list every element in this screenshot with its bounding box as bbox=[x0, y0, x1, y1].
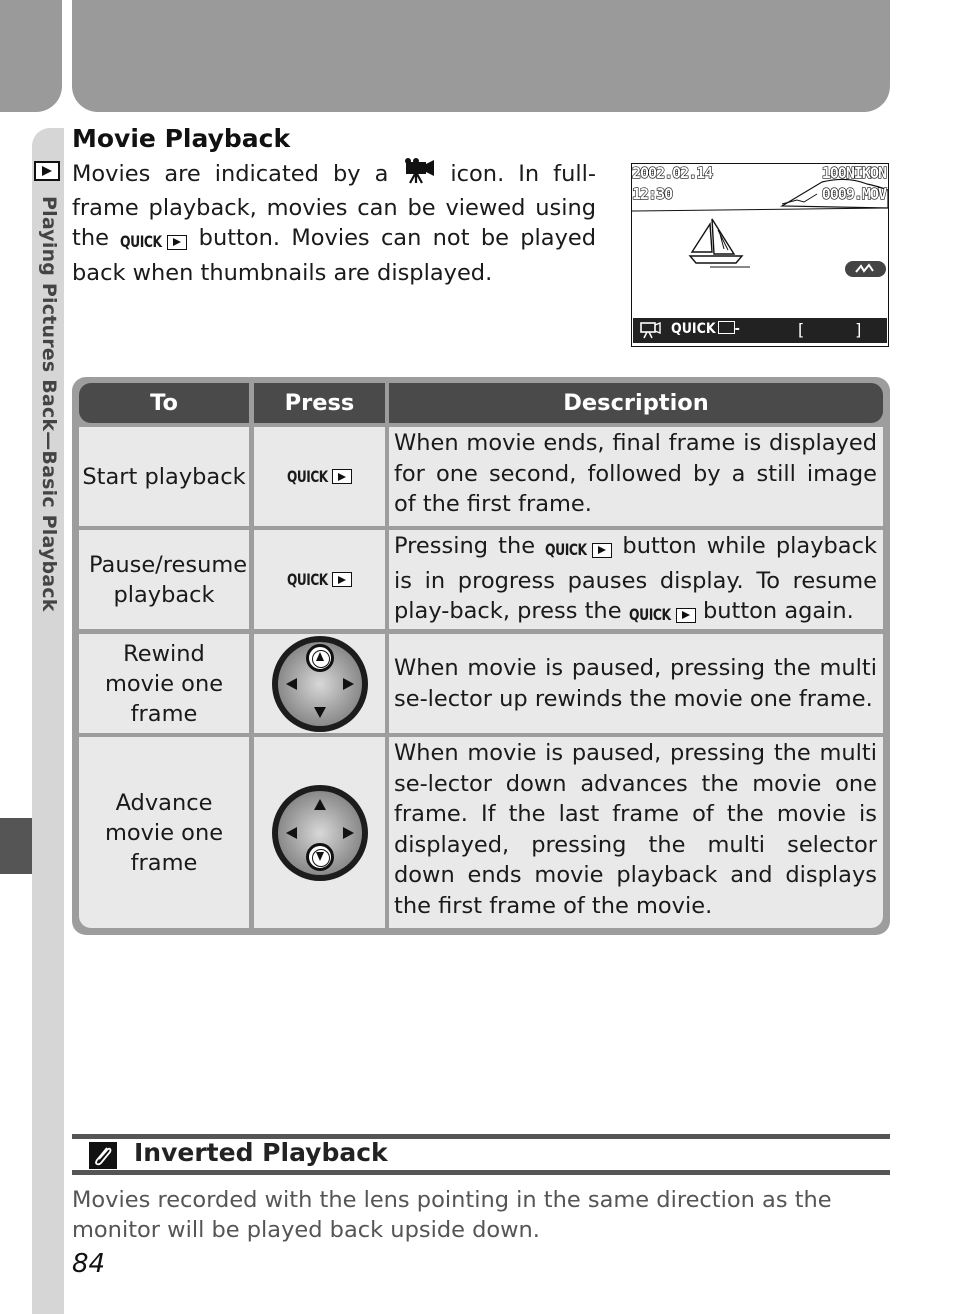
play-icon bbox=[332, 572, 352, 587]
monitor-status-bar bbox=[633, 318, 887, 343]
quick-label: QUICK bbox=[120, 232, 162, 251]
row-start-press bbox=[254, 427, 385, 526]
monitor-dash: - bbox=[734, 321, 740, 337]
note-title: Inverted Playback bbox=[134, 1138, 388, 1167]
playback-mode-icon bbox=[34, 161, 60, 181]
row-pause-desc-3: button again. bbox=[702, 598, 854, 624]
page-number: 84 bbox=[72, 1249, 106, 1279]
monitor-movie-icon bbox=[639, 321, 661, 339]
table-header-description: Description bbox=[389, 383, 883, 423]
monitor-quick-label: QUICK bbox=[671, 321, 716, 337]
row-advance-press bbox=[254, 737, 385, 928]
quick-label: QUICK bbox=[286, 570, 328, 589]
row-rewind-to bbox=[79, 634, 249, 733]
row-start-to bbox=[79, 427, 249, 526]
movie-camera-icon bbox=[402, 158, 436, 193]
side-thumb-marker bbox=[0, 818, 32, 874]
intro-text-3: button. Movies can not be played back when thumbnails are displayed. bbox=[72, 225, 597, 286]
quick-label: QUICK bbox=[286, 467, 328, 486]
play-icon bbox=[676, 608, 696, 623]
row-advance-label: Advance movie one frame bbox=[104, 789, 224, 876]
page-title: Movie Playback bbox=[72, 124, 291, 153]
monitor-folder: 100NIKON bbox=[821, 164, 886, 182]
monitor-date: 2002.02.14 bbox=[632, 164, 713, 182]
row-advance-description: When movie is paused, pressing the multi se-lector down advances the movie one frame. If the last frame of the movie is displayed, pressing the multi selector down ends movie playback and displays the first frame of the movie. bbox=[389, 737, 883, 928]
monitor-quick-indicator bbox=[671, 321, 740, 337]
row-rewind-label: Rewind movie one frame bbox=[104, 640, 224, 727]
top-left-tab bbox=[0, 0, 62, 112]
row-advance-to bbox=[79, 737, 249, 928]
row-rewind-description bbox=[389, 634, 883, 733]
play-icon bbox=[592, 543, 612, 558]
intro-text-2: icon. In full-frame playback, movies can be viewed using the bbox=[72, 161, 596, 251]
table-header-press: Press bbox=[254, 383, 385, 423]
quick-play-button-glyph bbox=[287, 467, 353, 486]
monitor-counter-bracket: [ ] bbox=[798, 320, 862, 339]
row-pause-desc-2: button while playback is in progress pauses display. To resume play-back, press the bbox=[394, 533, 877, 624]
monitor-time: 12:30 bbox=[632, 185, 673, 203]
monitor-play-icon bbox=[718, 321, 735, 334]
quick-play-button-glyph bbox=[629, 600, 696, 631]
row-pause-label: Pause/resume playback bbox=[89, 551, 248, 608]
paperclip-note-icon bbox=[89, 1142, 117, 1169]
monitor-file-name: 0009.MOV bbox=[821, 185, 886, 203]
quick-play-button-glyph bbox=[120, 227, 187, 258]
monitor-movie-indicator bbox=[845, 261, 886, 277]
play-icon bbox=[332, 469, 352, 484]
quick-label: QUICK bbox=[628, 605, 671, 624]
quick-play-button-glyph bbox=[287, 570, 353, 589]
quick-play-button-glyph bbox=[545, 535, 612, 566]
row-pause-to bbox=[79, 530, 249, 629]
note-body: Movies recorded with the lens pointing in the same direction as the monitor will be played back upside down. bbox=[72, 1187, 832, 1243]
multi-selector-down-icon bbox=[272, 785, 368, 881]
intro-text-1: Movies are indicated by a bbox=[72, 161, 389, 187]
quick-label: QUICK bbox=[545, 540, 587, 559]
row-start-description: When movie ends, final frame is displayed for one second, followed by a still image of the first frame. bbox=[389, 427, 883, 526]
note-rule-bottom bbox=[72, 1170, 890, 1175]
row-pause-desc-1: Pressing the bbox=[394, 533, 536, 559]
section-side-label: Playing Pictures Back—Basic Playback bbox=[38, 196, 60, 612]
play-icon bbox=[167, 235, 187, 250]
table-header-to: To bbox=[79, 383, 249, 423]
top-banner bbox=[72, 0, 890, 112]
monitor-preview bbox=[631, 163, 889, 347]
intro-paragraph bbox=[72, 158, 596, 288]
row-start-label: Start playback bbox=[82, 463, 246, 490]
row-pause-description bbox=[389, 530, 883, 629]
row-rewind-press bbox=[254, 634, 385, 733]
multi-selector-up-icon bbox=[272, 636, 368, 732]
row-pause-press bbox=[254, 530, 385, 629]
row-rewind-desc-text: When movie is paused, pressing the multi se-lector up rewinds the movie one frame. bbox=[394, 655, 877, 712]
